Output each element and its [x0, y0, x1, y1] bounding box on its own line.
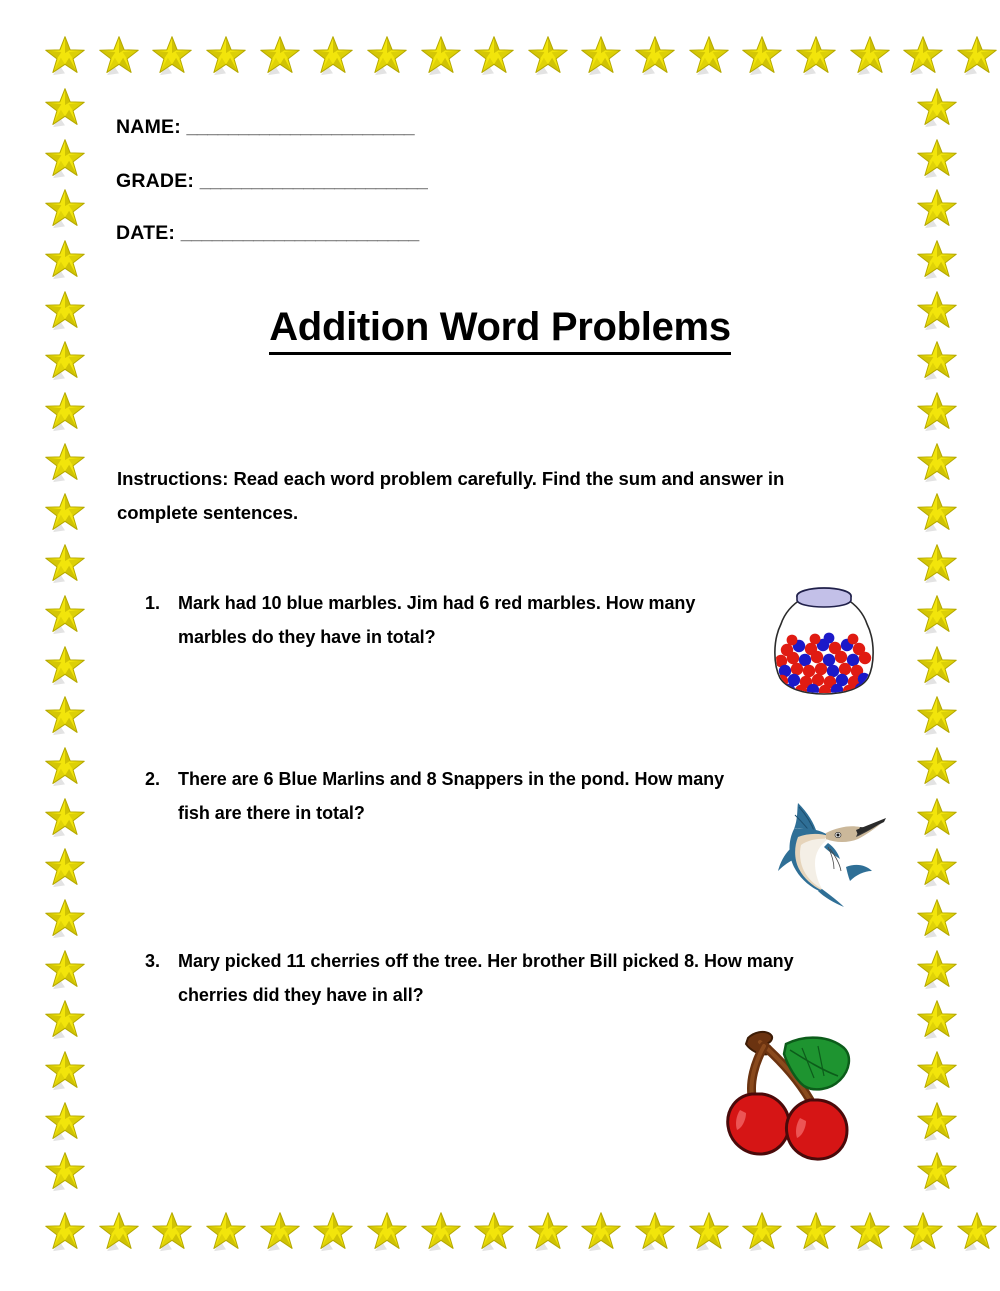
marble-jar-image	[765, 578, 883, 698]
instructions-text: Instructions: Read each word problem carefully. Find the sum and answer in complete sentences.	[117, 468, 785, 523]
problem-number-3: 3.	[145, 951, 160, 971]
name-field-label: NAME:	[116, 116, 181, 138]
name-field-blank[interactable]: ______________________	[186, 116, 415, 138]
problem-item-1	[145, 586, 745, 654]
grade-field-row	[116, 170, 427, 193]
page-title-text: Addition Word Problems	[269, 305, 731, 355]
cherries-image	[710, 1008, 875, 1168]
problem-item-2	[145, 762, 755, 830]
problem-item-3	[145, 944, 865, 1012]
problem-text-1: Mark had 10 blue marbles. Jim had 6 red marbles. How many marbles do they have in total?	[178, 593, 696, 647]
grade-field-label: GRADE:	[116, 170, 195, 192]
problem-number-1: 1.	[145, 593, 160, 613]
problem-text-2: There are 6 Blue Marlins and 8 Snappers in the pond. How many fish are there in total?	[178, 769, 725, 823]
problem-number-2: 2.	[145, 769, 160, 789]
blue-marlin-image	[768, 785, 890, 907]
name-field-row	[116, 116, 414, 139]
problem-text-3: Mary picked 11 cherries off the tree. Her brother Bill picked 8. How many cherries did they have in all?	[178, 951, 794, 1005]
date-field-label: DATE:	[116, 222, 176, 244]
date-field-blank[interactable]: _______________________	[180, 222, 419, 244]
page-title	[0, 305, 1000, 355]
date-field-row	[116, 222, 419, 245]
grade-field-blank[interactable]: ______________________	[199, 170, 428, 192]
